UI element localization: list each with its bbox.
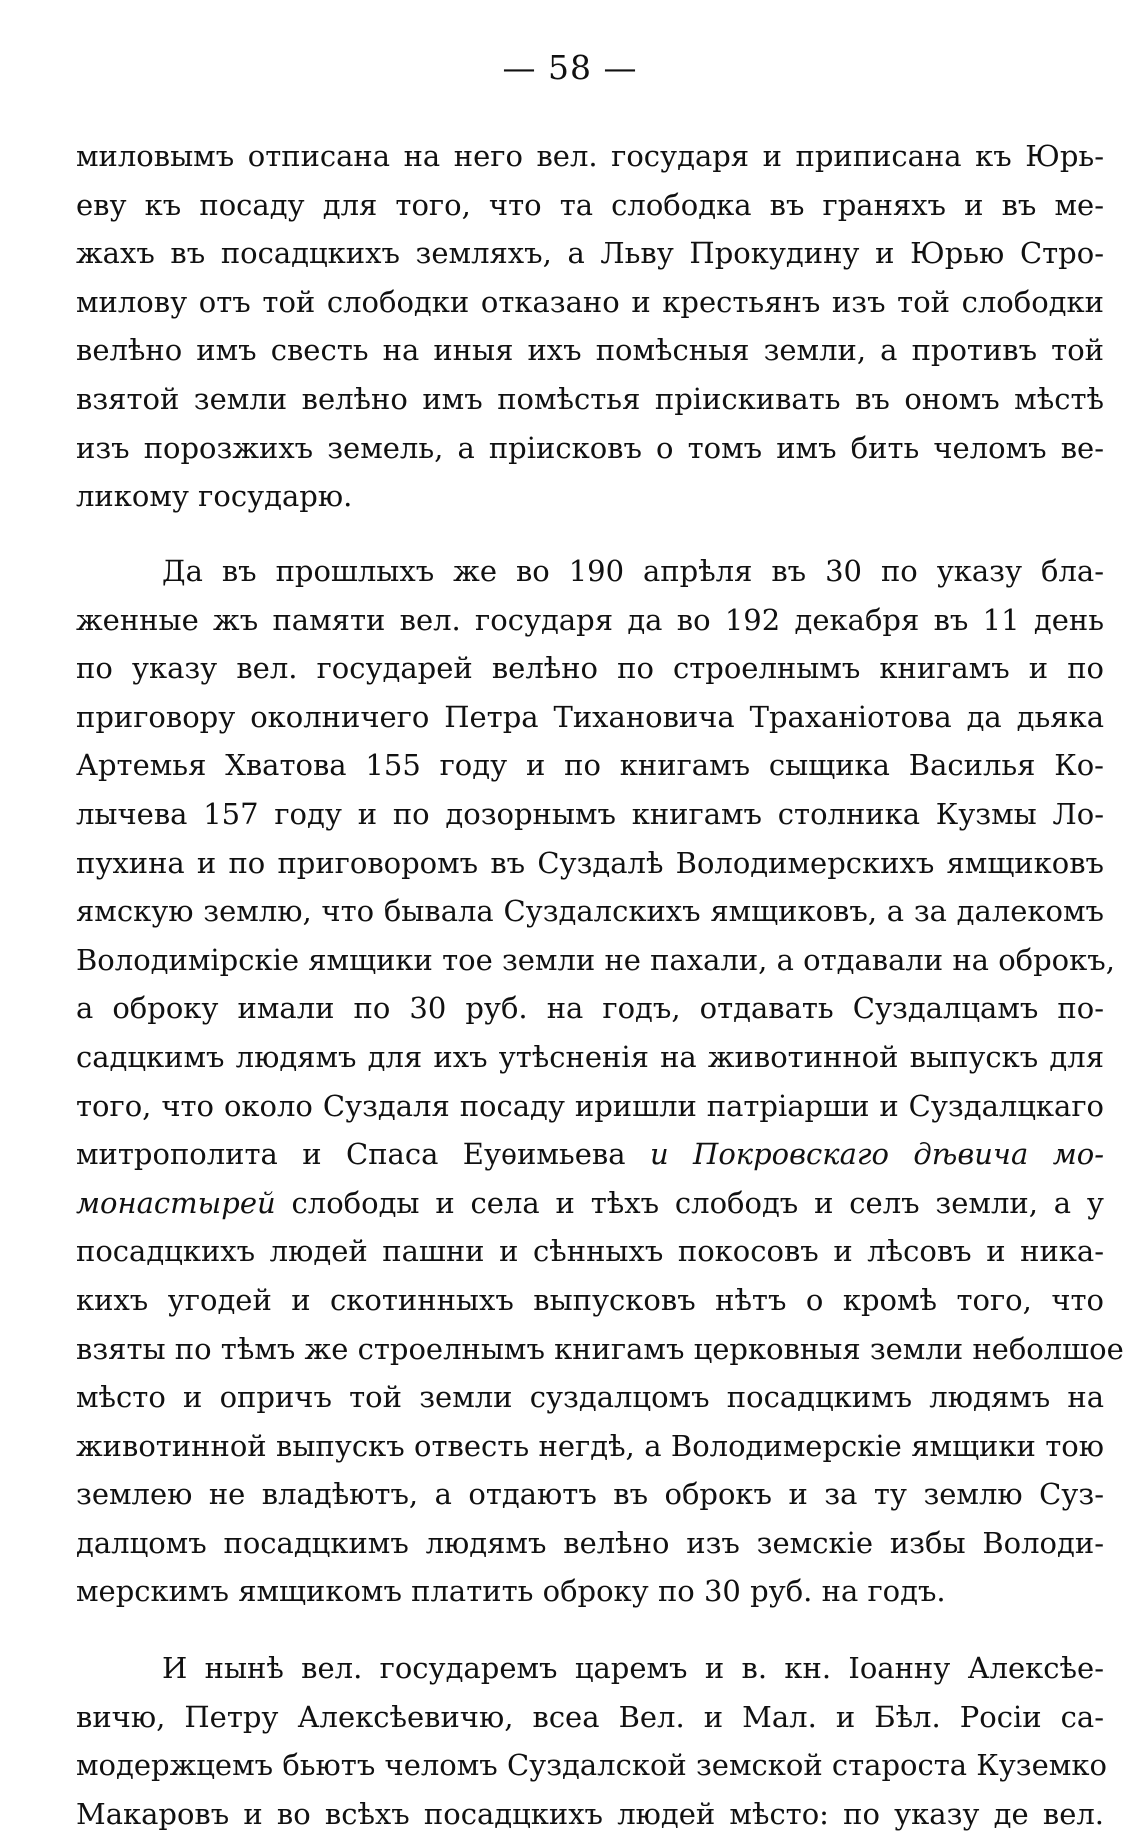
text-line: Макаровъ и во всѣхъ посадцкихъ людей мѣсто: по указу де вел. — [76, 1796, 1104, 1831]
text-line: миловымъ отписана на него вел. государя и приписана къ Юрь- — [76, 139, 1104, 173]
paragraph-2 — [76, 547, 1124, 1616]
text-line: а оброку имали по 30 руб. на годъ, отдавать Суздалцамъ по- — [76, 991, 1104, 1026]
text-line: модержцемъ бьютъ челомъ Суздалской земской староста Куземко — [76, 1748, 1107, 1783]
text-line: И нынѣ вел. государемъ царемъ и в. кн. Iоанну Алексѣе- — [162, 1651, 1104, 1685]
italic-segment: монастырей — [76, 1185, 276, 1220]
text-line: кихъ угодей и скотинныхъ выпусковъ нѣтъ о кромѣ того, что — [76, 1282, 1104, 1317]
text-line: велѣно имъ свесть на иныя ихъ помѣсныя земли, а противъ той — [76, 333, 1104, 368]
text-line: изъ порозжихъ земель, а прiисковъ о томъ имъ бить челомъ ве- — [76, 430, 1104, 465]
italic-segment: и Покровскаго дѣвича мо- — [649, 1137, 1105, 1172]
text-line: пухина и по приговоромъ въ Суздалѣ Володимерскихъ ямщиковъ — [76, 845, 1104, 880]
text-line: взяты по тѣмъ же строелнымъ книгамъ церковныя земли неболшое — [76, 1331, 1124, 1366]
page-number: — 58 — — [502, 48, 638, 87]
text-line: по указу вел. государей велѣно по строелнымъ книгамъ и по — [76, 651, 1104, 686]
paragraph-3 — [76, 1644, 1107, 1838]
text-line: животинной выпускъ отвесть негдѣ, а Володимерскiе ямщики тою — [76, 1428, 1104, 1463]
text-line: Да въ прошлыхъ же во 190 апрѣля въ 30 по указу бла- — [162, 554, 1104, 588]
text-line: женные жъ памяти вел. государя да во 192 декабря въ 11 день — [76, 602, 1104, 637]
text-line: Артемья Хватова 155 году и по книгамъ сыщика Василья Ко- — [76, 748, 1104, 783]
text-line-mixed — [76, 1130, 1104, 1179]
paragraph-1 — [76, 132, 1104, 521]
text-line: далцомъ посадцкимъ людямъ велѣно изъ земскiе избы Володи- — [76, 1525, 1104, 1560]
text-line: лычева 157 году и по дозорнымъ книгамъ столника Кузмы Ло- — [76, 796, 1104, 831]
text-line: взятой земли велѣно имъ помѣстья прiискивать въ ономъ мѣстѣ — [76, 381, 1104, 416]
text-line: мерскимъ ямщикомъ платить оброку по 30 руб. на годъ. — [76, 1574, 946, 1609]
text-line: того, что около Суздаля посаду иришли патрiарши и Суздалцкаго — [76, 1088, 1104, 1123]
text-line: вичю, Петру Алексѣевичю, всеа Вел. и Мал. и Бѣл. Росiи са- — [76, 1699, 1104, 1734]
text-line: еву къ посаду для того, что та слободка въ граняхъ и въ ме- — [76, 187, 1104, 222]
text-line: милову отъ той слободки отказано и крестьянъ изъ той слободки — [76, 284, 1104, 319]
text-segment: слободы и села и тѣхъ слободъ и селъ земли, а у — [291, 1185, 1104, 1220]
text-segment: митрополита и Спаса Еуѳимьева — [76, 1137, 626, 1172]
text-line: приговору околничего Петра Тихановича Траханiотова да дьяка — [76, 699, 1104, 734]
text-line: жахъ въ посадцкихъ земляхъ, а Льву Прокудину и Юрью Стро- — [76, 236, 1104, 271]
text-line: посадцкихъ людей пашни и сѣнныхъ покосовъ и лѣсовъ и ника- — [76, 1234, 1104, 1269]
text-line: ликому государю. — [76, 479, 353, 514]
text-line: Володимiрскiе ямщики тое земли не пахали, а отдавали на оброкъ, — [76, 942, 1115, 977]
text-line: садцкимъ людямъ для ихъ утѣсненiя на животинной выпускъ для — [76, 1039, 1104, 1074]
text-line: землею не владѣютъ, а отдаютъ въ оброкъ и за ту землю Суз- — [76, 1477, 1104, 1512]
text-line: ямскую землю, что бывала Суздалскихъ ямщиковъ, а за далекомъ — [76, 894, 1104, 929]
text-line-mixed — [76, 1179, 1104, 1228]
text-line: мѣсто и опричъ той земли суздалцомъ посадцкимъ людямъ на — [76, 1380, 1104, 1415]
